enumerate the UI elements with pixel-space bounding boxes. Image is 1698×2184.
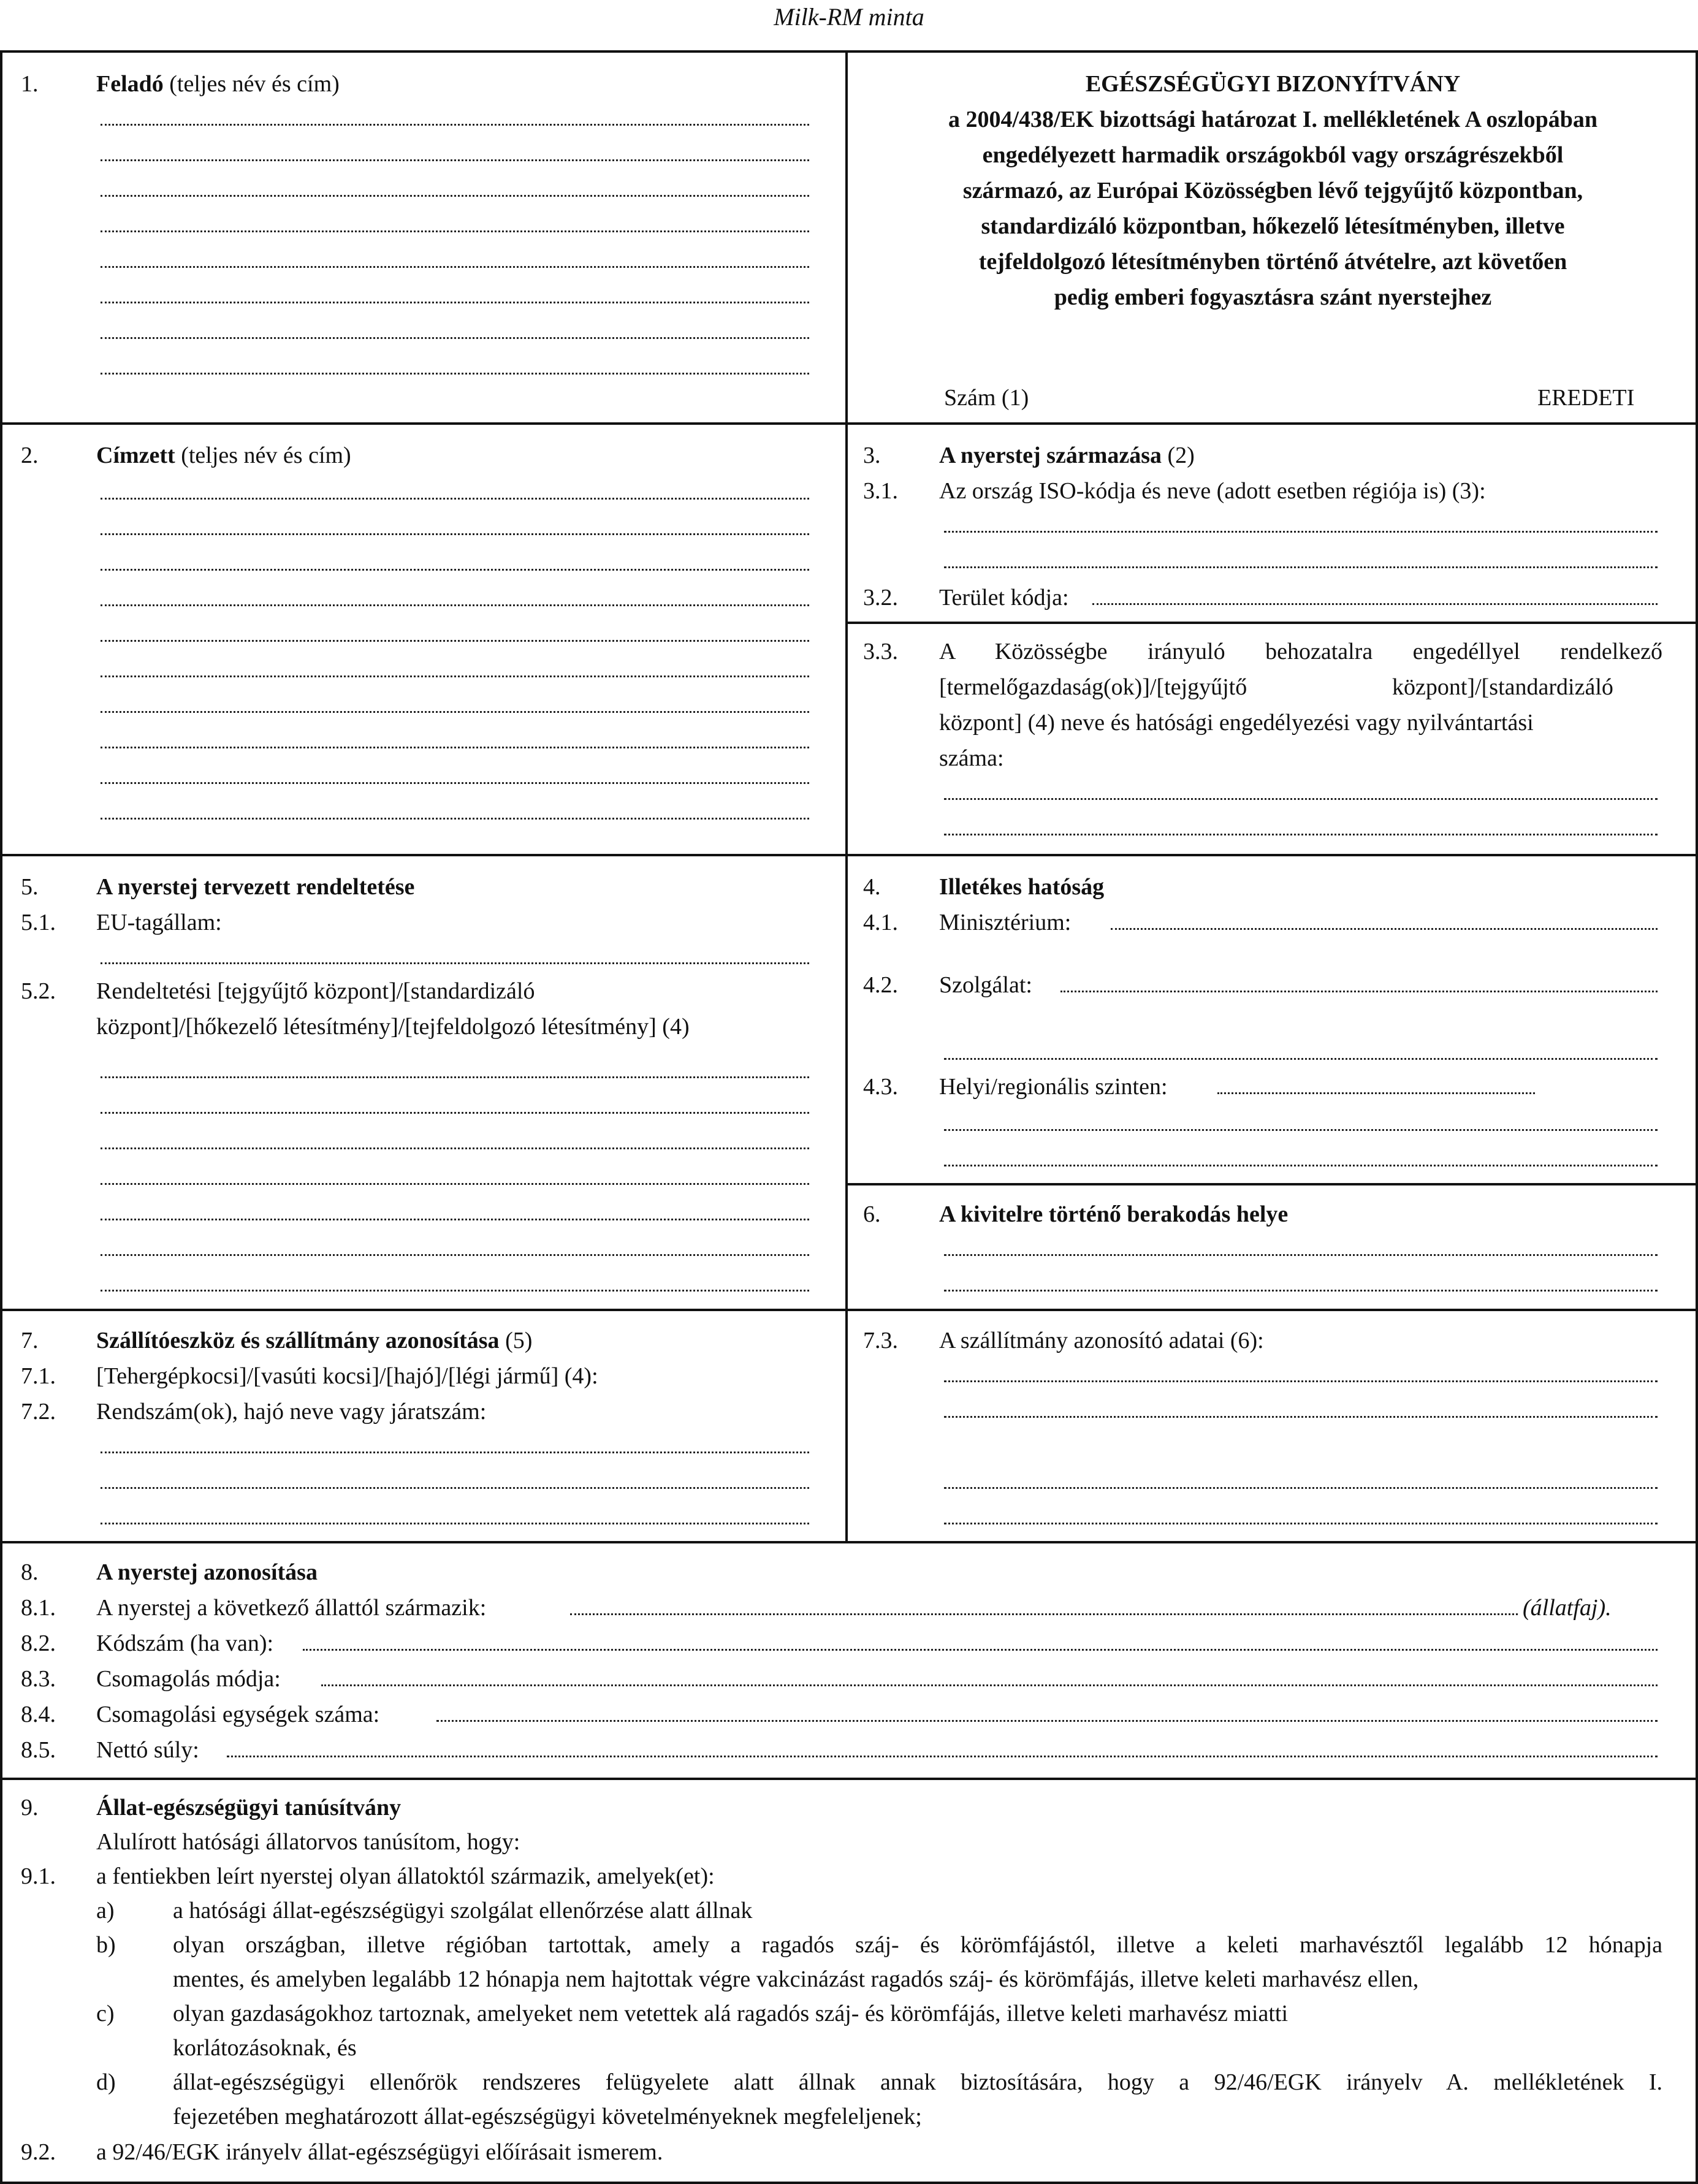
packaging-line[interactable] xyxy=(321,1684,1658,1686)
item-d-text: fejezetében meghatározott állat-egészségügyi követelményeknek megfeleljenek; xyxy=(173,2104,922,2129)
consignee-line[interactable] xyxy=(101,604,809,606)
ministry-line[interactable] xyxy=(1111,928,1658,930)
item-8-3-label: Csomagolás módja: xyxy=(96,1666,281,1692)
item-4-1-label: Minisztérium: xyxy=(939,910,1072,935)
item-b-text: mentes, és amelyben legalább 12 hónapja nem hajtottak végre vakcinázást ragadós száj- és körömfájás, illetve keleti marhavész ellen, xyxy=(173,1966,1419,1992)
row-separator-4 xyxy=(0,1541,1698,1543)
item-8-4-label: Csomagolási egységek száma: xyxy=(96,1702,380,1727)
section-9-number: 9. xyxy=(21,1795,39,1821)
sender-line[interactable] xyxy=(101,159,809,161)
item-4-3-label: Helyi/regionális szinten: xyxy=(939,1074,1168,1100)
item-3-3-line: központ]/[standardizáló xyxy=(1392,674,1613,700)
item-3-1-number: 3.1. xyxy=(863,478,898,504)
destination-line[interactable] xyxy=(101,1183,809,1185)
section-1-note: (teljes név és cím) xyxy=(169,71,340,97)
establishment-line[interactable] xyxy=(944,834,1658,835)
service-line[interactable] xyxy=(944,1058,1658,1060)
item-8-5-label: Nettó súly: xyxy=(96,1737,199,1763)
item-3-2-label: Terület kódja: xyxy=(939,585,1069,611)
section-4-title: Illetékes hatóság xyxy=(939,874,1105,900)
item-7-1-label: [Tehergépkocsi]/[vasúti kocsi]/[hajó]/[légi jármű] (4): xyxy=(96,1363,598,1389)
consignee-line[interactable] xyxy=(101,533,809,535)
section-5-title: A nyerstej tervezett rendeltetése xyxy=(96,874,415,900)
package-count-line[interactable] xyxy=(436,1720,1658,1722)
certificate-subtitle-line: standardizáló központban, hőkezelő létesítményben, illetve xyxy=(981,213,1565,239)
model-title: Milk-RM minta xyxy=(774,3,924,31)
registration-line[interactable] xyxy=(101,1452,809,1453)
destination-line[interactable] xyxy=(101,1254,809,1256)
certificate-subtitle-line: pedig emberi fogyasztásra szánt nyerstejhez xyxy=(1054,284,1492,310)
section-7-number: 7. xyxy=(21,1328,39,1353)
consignee-line[interactable] xyxy=(101,675,809,677)
certificate-title: EGÉSZSÉGÜGYI BIZONYÍTVÁNY xyxy=(1085,71,1461,97)
section-4-number: 4. xyxy=(863,874,881,900)
section-8-number: 8. xyxy=(21,1559,39,1585)
establishment-line[interactable] xyxy=(944,798,1658,800)
sender-line[interactable] xyxy=(101,337,809,339)
section-3-note: (2) xyxy=(1167,443,1195,468)
item-c-text: olyan gazdaságokhoz tartoznak, amelyeket nem vetettek alá ragadós száj- és körömfájás, illetve keleti marhavész miatti xyxy=(173,2001,1289,2026)
section-2-number: 2. xyxy=(21,443,39,468)
identification-line[interactable] xyxy=(944,1523,1658,1524)
consignee-line[interactable] xyxy=(101,782,809,784)
country-code-line[interactable] xyxy=(944,566,1658,568)
section-7-heading xyxy=(96,1324,532,1357)
original-label: EREDETI xyxy=(1537,385,1635,411)
local-level-line[interactable] xyxy=(944,1165,1658,1166)
item-a-text: a hatósági állat-egészségügyi szolgálat ellenőrzése alatt állnak xyxy=(173,1898,753,1923)
net-weight-line[interactable] xyxy=(227,1756,1658,1757)
item-7-2-number: 7.2. xyxy=(21,1399,56,1425)
certificate-subtitle-line: a 2004/438/EK bizottsági határozat I. mellékletének A oszlopában xyxy=(948,107,1598,132)
section-3-heading xyxy=(939,439,1195,472)
section-7-title: Szállítóeszköz és szállítmány azonosítása xyxy=(96,1328,500,1353)
section-7-note: (5) xyxy=(505,1328,533,1353)
item-7-2-label: Rendszám(ok), hajó neve vagy járatszám: xyxy=(96,1399,487,1425)
destination-line[interactable] xyxy=(101,1219,809,1220)
loading-place-line[interactable] xyxy=(944,1254,1658,1256)
item-8-5-number: 8.5. xyxy=(21,1737,56,1763)
section-2-title: Címzett xyxy=(96,443,175,468)
consignee-line[interactable] xyxy=(101,711,809,713)
consignee-line[interactable] xyxy=(101,747,809,748)
identification-line[interactable] xyxy=(944,1416,1658,1418)
section-2-heading xyxy=(96,439,351,472)
destination-line[interactable] xyxy=(101,1076,809,1078)
registration-line[interactable] xyxy=(101,1523,809,1524)
identification-line[interactable] xyxy=(944,1380,1658,1382)
item-9-1-number: 9.1. xyxy=(21,1863,56,1889)
sender-line[interactable] xyxy=(101,195,809,197)
item-3-3-line: száma: xyxy=(939,745,1004,771)
identification-line[interactable] xyxy=(944,1487,1658,1489)
item-3-3-number: 3.3. xyxy=(863,639,898,664)
item-b-letter: b) xyxy=(96,1932,116,1958)
item-9-2-number: 9.2. xyxy=(21,2139,56,2165)
item-8-2-label: Kódszám (ha van): xyxy=(96,1630,274,1656)
item-3-1-label: Az ország ISO-kódja és neve (adott esetben régiója is) (3): xyxy=(939,478,1486,504)
row-separator-3-3 xyxy=(845,622,1698,624)
item-9-1-label: a fentiekben leírt nyerstej olyan állatoktól származik, amelyek(et): xyxy=(96,1863,715,1889)
section-1-number: 1. xyxy=(21,71,39,97)
item-4-2-number: 4.2. xyxy=(863,972,898,998)
consignee-line[interactable] xyxy=(101,640,809,642)
section-6-number: 6. xyxy=(863,1201,881,1227)
item-8-1-suffix: (állatfaj). xyxy=(1523,1595,1612,1621)
item-c-text: korlátozásoknak, és xyxy=(173,2035,357,2061)
sender-line[interactable] xyxy=(101,373,809,375)
section-3-number: 3. xyxy=(863,443,881,468)
item-8-3-number: 8.3. xyxy=(21,1666,56,1692)
item-8-2-number: 8.2. xyxy=(21,1630,56,1656)
section-3-title: A nyerstej származása xyxy=(939,443,1162,468)
sender-line[interactable] xyxy=(101,124,809,126)
item-3-3-line: központ] (4) neve és hatósági engedélyezési vagy nyilvántartási xyxy=(939,710,1534,736)
certificate-number-label: Szám (1) xyxy=(944,385,1029,411)
certificate-subtitle-line: engedélyezett harmadik országokból vagy országrészekből xyxy=(982,142,1564,168)
item-b-text: olyan országban, illetve régióban tartottak, amely a ragadós száj- és körömfájástól, illetve a keleti marhavésztől legalább 12 hónapja xyxy=(173,1932,1662,1958)
certificate-subtitle-line: tejfeldolgozó létesítményben történő átvételre, azt követően xyxy=(978,249,1567,275)
section-8-title: A nyerstej azonosítása xyxy=(96,1559,318,1585)
zone-code-line[interactable] xyxy=(1092,603,1658,605)
item-7-3-label: A szállítmány azonosító adatai (6): xyxy=(939,1328,1264,1353)
item-5-2-number: 5.2. xyxy=(21,978,56,1004)
country-code-line[interactable] xyxy=(944,531,1658,533)
item-7-1-number: 7.1. xyxy=(21,1363,56,1389)
row-separator-6 xyxy=(845,1183,1698,1185)
item-d-text: állat-egészségügyi ellenőrök rendszeres felügyelete alatt állnak annak biztosítására, hogy a 92/46/EGK irányelv A. mellékletének I. xyxy=(173,2069,1662,2095)
item-4-2-label: Szolgálat: xyxy=(939,972,1032,998)
sender-line[interactable] xyxy=(101,302,809,303)
item-4-3-number: 4.3. xyxy=(863,1074,898,1100)
item-8-4-number: 8.4. xyxy=(21,1702,56,1727)
destination-line[interactable] xyxy=(101,1290,809,1292)
row-separator-5 xyxy=(0,1778,1698,1780)
item-5-1-label: EU-tagállam: xyxy=(96,910,222,935)
consignee-line[interactable] xyxy=(101,818,809,820)
loading-place-line[interactable] xyxy=(944,1290,1658,1292)
item-5-1-number: 5.1. xyxy=(21,910,56,935)
consignee-line[interactable] xyxy=(101,498,809,500)
item-3-2-number: 3.2. xyxy=(863,585,898,611)
item-c-letter: c) xyxy=(96,2001,115,2026)
section-1-heading xyxy=(96,67,340,101)
item-4-1-number: 4.1. xyxy=(863,910,898,935)
item-8-1-label: A nyerstej a következő állattól származik: xyxy=(96,1595,487,1621)
section-9-title: Állat-egészségügyi tanúsítvány xyxy=(96,1795,402,1821)
consignee-line[interactable] xyxy=(101,569,809,571)
section-1-title: Feladó xyxy=(96,71,164,97)
member-state-line[interactable] xyxy=(101,962,809,964)
registration-line[interactable] xyxy=(101,1487,809,1489)
item-d-letter: d) xyxy=(96,2069,116,2095)
item-7-3-number: 7.3. xyxy=(863,1328,898,1353)
item-a-letter: a) xyxy=(96,1898,115,1923)
row-separator-3 xyxy=(0,1309,1698,1311)
section-2-note: (teljes név és cím) xyxy=(181,443,351,468)
item-5-2-line: központ]/[hőkezelő létesítmény]/[tejfeldolgozó létesítmény] (4) xyxy=(96,1014,690,1040)
item-3-3-line: A Közösségbe irányuló behozatalra engedéllyel rendelkező xyxy=(939,639,1662,664)
item-3-3-line: [termelőgazdaság(ok)]/[tejgyűjtő xyxy=(939,674,1247,700)
item-9-2-label: a 92/46/EGK irányelv állat-egészségügyi előírásait ismerem. xyxy=(96,2139,663,2165)
species-line[interactable] xyxy=(570,1613,1518,1615)
destination-line[interactable] xyxy=(101,1147,809,1149)
local-level-line[interactable] xyxy=(944,1129,1658,1131)
item-8-1-number: 8.1. xyxy=(21,1595,56,1621)
section-9-intro: Alulírott hatósági állatorvos tanúsítom, hogy: xyxy=(96,1829,520,1855)
code-line[interactable] xyxy=(303,1649,1658,1651)
section-5-number: 5. xyxy=(21,874,39,900)
section-6-title: A kivitelre történő berakodás helye xyxy=(939,1201,1289,1227)
row-separator-1 xyxy=(0,422,1698,425)
row-separator-2 xyxy=(0,854,1698,856)
destination-line[interactable] xyxy=(101,1112,809,1114)
sender-line[interactable] xyxy=(101,266,809,268)
service-line[interactable] xyxy=(1060,991,1658,992)
local-level-line[interactable] xyxy=(1217,1092,1535,1094)
item-5-2-line: Rendeltetési [tejgyűjtő központ]/[standardizáló xyxy=(96,978,535,1004)
sender-line[interactable] xyxy=(101,230,809,232)
certificate-subtitle-line: származó, az Európai Közösségben lévő tejgyűjtő központban, xyxy=(962,178,1583,204)
